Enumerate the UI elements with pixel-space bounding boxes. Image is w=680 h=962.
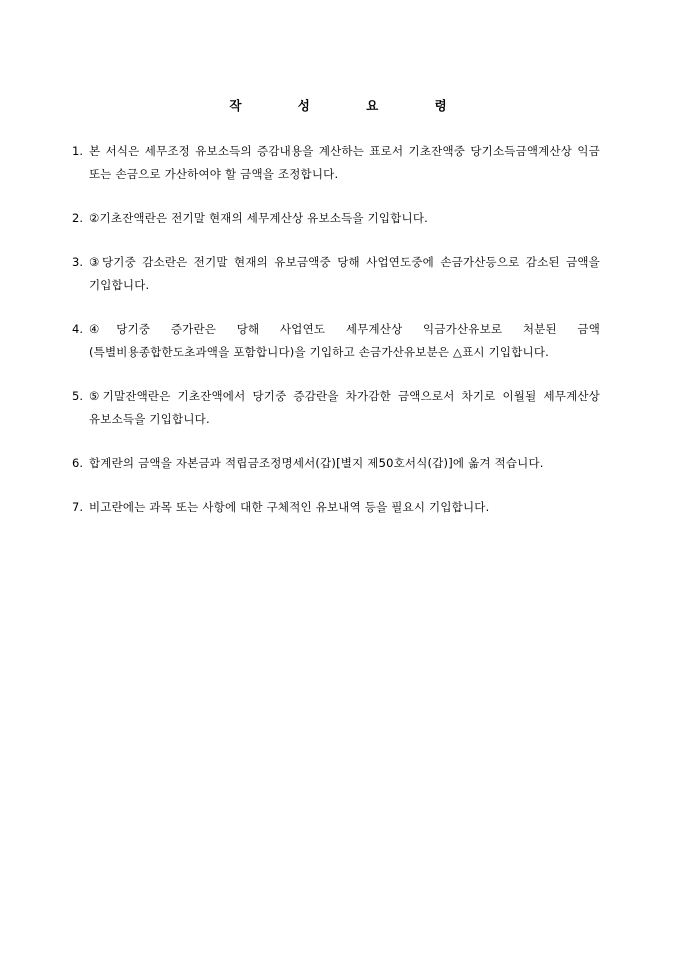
item-number: 1. — [72, 144, 83, 158]
item-text: ②기초잔액란은 전기말 현재의 세무계산상 유보소득을 기입합니다. — [89, 211, 428, 225]
item-text: ③당기중 감소란은 전기말 현재의 유보금액중 당해 사업연도중에 손금가산등으로 감소된 금액을 기입합니다. — [89, 255, 600, 292]
item-text: 합계란의 금액을 자본금과 적립금조정명세서(갑)[별지 제50호서식(갑)]에 옮겨 적습니다. — [89, 456, 544, 470]
item-text: ⑤기말잔액란은 기초잔액에서 당기중 증감란을 차가감한 금액으로서 차기로 이월될 세무계산상 유보소득을 기입합니다. — [89, 389, 600, 426]
instruction-item — [72, 140, 600, 186]
instruction-item — [72, 496, 600, 519]
item-number: 5. — [72, 389, 83, 403]
item-number: 6. — [72, 456, 83, 470]
instruction-list — [72, 140, 600, 540]
item-text: 본 서식은 세무조정 유보소득의 증감내용을 계산하는 표로서 기초잔액중 당기소득금액계산상 익금 또는 손금으로 가산하여야 할 금액을 조정합니다. — [89, 144, 600, 181]
item-number: 3. — [72, 255, 83, 269]
instruction-item — [72, 318, 600, 364]
instruction-item — [72, 452, 600, 475]
instruction-item — [72, 207, 600, 230]
item-text: ④당기중 증가란은 당해 사업연도 세무계산상 익금가산유보로 처분된 금액(특별비용종합한도초과액을 포함합니다)을 기입하고 손금가산유보분은 △표시 기입합니다. — [89, 322, 600, 359]
item-number: 7. — [72, 500, 83, 514]
instruction-item — [72, 251, 600, 297]
document-title: 작 성 요 령 — [229, 98, 473, 113]
item-number: 2. — [72, 211, 83, 225]
item-number: 4. — [72, 322, 83, 336]
instruction-item — [72, 385, 600, 431]
item-text: 비고란에는 과목 또는 사항에 대한 구체적인 유보내역 등을 필요시 기입합니다. — [89, 500, 490, 514]
